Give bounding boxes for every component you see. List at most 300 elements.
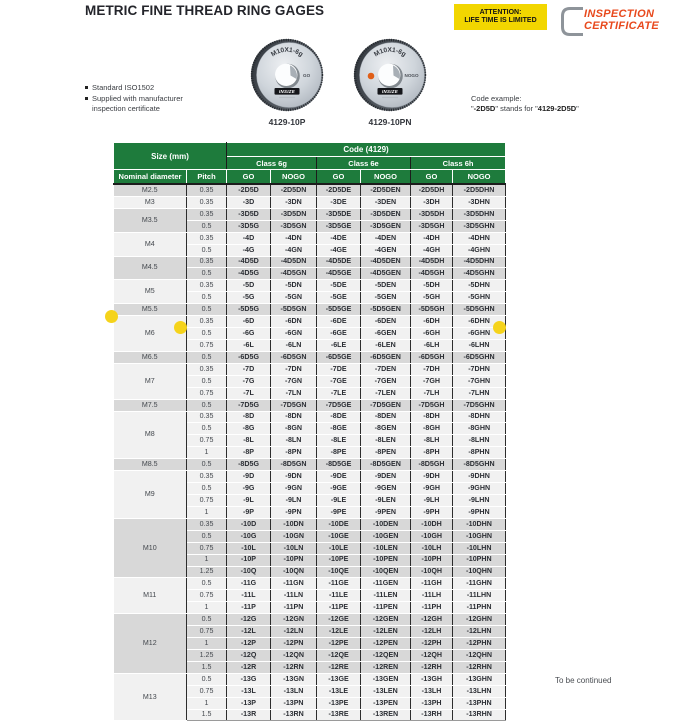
code-cell: -10LN — [271, 542, 317, 554]
code-cell: -7LE — [317, 387, 361, 399]
code-cell: -13LH — [411, 685, 453, 697]
code-cell: -6L — [227, 339, 271, 351]
code-cell: -6DE — [317, 316, 361, 328]
pitch-cell: 0.75 — [187, 590, 227, 602]
code-cell: -8LN — [271, 435, 317, 447]
code-cell: -5DHN — [453, 280, 506, 292]
table-row — [114, 614, 506, 626]
code-cell: -13LN — [271, 685, 317, 697]
pitch-cell: 0.35 — [187, 196, 227, 208]
code-cell: -9DN — [271, 471, 317, 483]
code-cell: -8DEN — [361, 411, 411, 423]
code-cell: -4D5DN — [271, 256, 317, 268]
pitch-cell: 0.5 — [187, 614, 227, 626]
code-cell: -7D5GEN — [361, 399, 411, 411]
code-cell: -11GEN — [361, 578, 411, 590]
code-cell: -6GE — [317, 328, 361, 340]
code-cell: -5D — [227, 280, 271, 292]
pitch-cell: 0.35 — [187, 232, 227, 244]
code-cell: -8D5GH — [411, 459, 453, 471]
code-cell: -2D5DH — [411, 184, 453, 196]
code-cell: -7GH — [411, 375, 453, 387]
pitch-cell: 0.35 — [187, 411, 227, 423]
code-cell: -3D5G — [227, 220, 271, 232]
nominal-diameter-cell: M6 — [114, 316, 187, 352]
code-cell: -2D5DE — [317, 184, 361, 196]
code-cell: -4D — [227, 232, 271, 244]
table-row — [114, 184, 506, 196]
code-cell: -9P — [227, 506, 271, 518]
code-cell: -5GE — [317, 292, 361, 304]
code-cell: -8D5GE — [317, 459, 361, 471]
pitch-cell: 0.35 — [187, 256, 227, 268]
code-cell: -8P — [227, 447, 271, 459]
code-cell: -7DE — [317, 363, 361, 375]
pitch-cell: 1 — [187, 697, 227, 709]
code-cell: -6LH — [411, 339, 453, 351]
code-cell: -11GHN — [453, 578, 506, 590]
code-cell: -9LEN — [361, 494, 411, 506]
attention-badge — [454, 4, 547, 30]
code-cell: -5GN — [271, 292, 317, 304]
code-cell: -4DH — [411, 232, 453, 244]
code-cell: -11PEN — [361, 602, 411, 614]
highlight-dot-pitch-075 — [174, 321, 187, 334]
code-cell: -11LH — [411, 590, 453, 602]
code-cell: -4D5GE — [317, 268, 361, 280]
pitch-cell: 0.75 — [187, 435, 227, 447]
code-cell: -10D — [227, 518, 271, 530]
nominal-diameter-cell: M6.5 — [114, 351, 187, 363]
code-cell: -4GHN — [453, 244, 506, 256]
code-cell: -7LHN — [453, 387, 506, 399]
code-cell: -9DHN — [453, 471, 506, 483]
code-cell: -2D5DN — [271, 184, 317, 196]
page-title: METRIC FINE THREAD RING GAGES — [85, 3, 325, 18]
table-row — [114, 256, 506, 268]
code-cell: -12RHN — [453, 661, 506, 673]
code-cell: -12GN — [271, 614, 317, 626]
code-cell: -8PH — [411, 447, 453, 459]
go-ring-order-code: 4129-10P — [268, 117, 306, 127]
header-nogo-6e: NOGO — [361, 170, 411, 185]
pitch-cell: 0.5 — [187, 304, 227, 316]
code-cell: -8GEN — [361, 423, 411, 435]
code-cell: -12RN — [271, 661, 317, 673]
code-cell: -9G — [227, 483, 271, 495]
table-row — [114, 411, 506, 423]
code-cell: -11GN — [271, 578, 317, 590]
code-cell: -3D5DE — [317, 208, 361, 220]
code-cell: -2D5D — [227, 184, 271, 196]
code-cell: -11GE — [317, 578, 361, 590]
code-cell: -3D5D — [227, 208, 271, 220]
code-cell: -10QN — [271, 566, 317, 578]
code-cell: -8DN — [271, 411, 317, 423]
header-class-6g: Class 6g — [227, 157, 317, 170]
pitch-cell: 1.5 — [187, 709, 227, 721]
table-row — [114, 208, 506, 220]
inspection-certificate-line1: INSPECTION — [584, 8, 655, 20]
code-cell: -12LH — [411, 626, 453, 638]
pitch-cell: 0.5 — [187, 351, 227, 363]
header-nominal-diameter: Nominal diameter — [114, 170, 187, 185]
nominal-diameter-cell: M3 — [114, 196, 187, 208]
pitch-cell: 0.35 — [187, 184, 227, 196]
header-size: Size (mm) — [114, 143, 227, 170]
code-cell: -10QH — [411, 566, 453, 578]
code-cell: -12GH — [411, 614, 453, 626]
table-row — [114, 459, 506, 471]
code-cell: -12P — [227, 638, 271, 650]
code-cell: -7D5GH — [411, 399, 453, 411]
code-cell: -13PN — [271, 697, 317, 709]
code-cell: -6D5GE — [317, 351, 361, 363]
code-cell: -9GEN — [361, 483, 411, 495]
code-cell: -13GE — [317, 673, 361, 685]
code-cell: -3DEN — [361, 196, 411, 208]
code-cell: -12QEN — [361, 649, 411, 661]
code-cell: -7D — [227, 363, 271, 375]
pitch-cell: 0.5 — [187, 292, 227, 304]
code-cell: -10GEN — [361, 530, 411, 542]
code-cell: -13PEN — [361, 697, 411, 709]
code-cell: -5GH — [411, 292, 453, 304]
pitch-cell: 0.5 — [187, 423, 227, 435]
code-cell: -8L — [227, 435, 271, 447]
highlight-dot-row-end — [493, 321, 506, 334]
code-cell: -12LEN — [361, 626, 411, 638]
bullet-icon — [85, 86, 88, 89]
pitch-cell: 0.35 — [187, 280, 227, 292]
code-cell: -6D5GH — [411, 351, 453, 363]
code-cell: -5D5GEN — [361, 304, 411, 316]
code-cell: -6LEN — [361, 339, 411, 351]
code-cell: -10GH — [411, 530, 453, 542]
pitch-cell: 0.5 — [187, 268, 227, 280]
code-cell: -13LEN — [361, 685, 411, 697]
pitch-cell: 0.5 — [187, 483, 227, 495]
code-cell: -8D5GN — [271, 459, 317, 471]
nogo-ring-order-code: 4129-10PN — [368, 117, 412, 127]
code-cell: -4D5DHN — [453, 256, 506, 268]
code-cell: -6LHN — [453, 339, 506, 351]
code-cell: -13L — [227, 685, 271, 697]
bullet-icon — [85, 97, 88, 100]
code-cell: -5DN — [271, 280, 317, 292]
code-cell: -12LHN — [453, 626, 506, 638]
table-row — [114, 196, 506, 208]
code-cell: -3D5DHN — [453, 208, 506, 220]
pitch-cell: 0.5 — [187, 244, 227, 256]
nominal-diameter-cell: M5 — [114, 280, 187, 304]
code-cell: -4G — [227, 244, 271, 256]
nominal-diameter-cell: M13 — [114, 673, 187, 721]
pitch-cell: 1.25 — [187, 649, 227, 661]
code-cell: -7D5GE — [317, 399, 361, 411]
code-cell: -9GN — [271, 483, 317, 495]
code-cell: -8LHN — [453, 435, 506, 447]
code-cell: -7D5GHN — [453, 399, 506, 411]
pitch-cell: 0.5 — [187, 530, 227, 542]
table-row — [114, 363, 506, 375]
code-cell: -11P — [227, 602, 271, 614]
brand-logo: INSIZE — [382, 89, 398, 94]
code-cell: -6D5G — [227, 351, 271, 363]
code-cell: -7GE — [317, 375, 361, 387]
code-example-label: Code example: — [471, 94, 522, 103]
code-cell: -8LE — [317, 435, 361, 447]
nominal-diameter-cell: M7 — [114, 363, 187, 399]
code-cell: -12PHN — [453, 638, 506, 650]
gage-table-body — [114, 184, 506, 721]
code-cell: -12RH — [411, 661, 453, 673]
nominal-diameter-cell: M11 — [114, 578, 187, 614]
pitch-cell: 0.5 — [187, 375, 227, 387]
certificate-bracket-icon — [559, 6, 585, 42]
code-cell: -11GH — [411, 578, 453, 590]
code-cell: -7D5G — [227, 399, 271, 411]
code-cell: -4D5G — [227, 268, 271, 280]
code-cell: -7LN — [271, 387, 317, 399]
header-code: Code (4129) — [227, 143, 506, 157]
code-cell: -5GEN — [361, 292, 411, 304]
header-class-6h: Class 6h — [411, 157, 506, 170]
code-cell: -3DN — [271, 196, 317, 208]
code-cell: -10QE — [317, 566, 361, 578]
code-cell: -10GN — [271, 530, 317, 542]
code-cell: -10PH — [411, 554, 453, 566]
to-be-continued-note: To be continued — [555, 676, 612, 685]
code-cell: -4D5GH — [411, 268, 453, 280]
code-cell: -11LEN — [361, 590, 411, 602]
code-cell: -5D5GH — [411, 304, 453, 316]
code-cell: -7GEN — [361, 375, 411, 387]
pitch-cell: 0.75 — [187, 626, 227, 638]
table-row — [114, 280, 506, 292]
code-cell: -12RE — [317, 661, 361, 673]
code-cell: -10DEN — [361, 518, 411, 530]
code-cell: -12GE — [317, 614, 361, 626]
code-cell: -12PEN — [361, 638, 411, 650]
code-cell: -8GHN — [453, 423, 506, 435]
ring-marking: M10X1-6g — [269, 46, 305, 59]
code-cell: -8PEN — [361, 447, 411, 459]
code-cell: -10LH — [411, 542, 453, 554]
nogo-marker-dot — [368, 73, 375, 80]
code-cell: -9LN — [271, 494, 317, 506]
code-cell: -9D — [227, 471, 271, 483]
code-cell: -9GHN — [453, 483, 506, 495]
code-cell: -5D5GN — [271, 304, 317, 316]
code-cell: -7G — [227, 375, 271, 387]
code-cell: -8LEN — [361, 435, 411, 447]
pitch-cell: 1.5 — [187, 661, 227, 673]
pitch-cell: 1 — [187, 602, 227, 614]
code-cell: -12REN — [361, 661, 411, 673]
code-cell: -12R — [227, 661, 271, 673]
pitch-cell: 0.75 — [187, 494, 227, 506]
code-cell: -6D5GEN — [361, 351, 411, 363]
code-cell: -4D5GHN — [453, 268, 506, 280]
code-cell: -9GE — [317, 483, 361, 495]
code-cell: -9DE — [317, 471, 361, 483]
code-cell: -4D5DEN — [361, 256, 411, 268]
code-cell: -4D5GEN — [361, 268, 411, 280]
pitch-cell: 0.35 — [187, 208, 227, 220]
code-cell: -4DE — [317, 232, 361, 244]
nogo-label: NOGO — [404, 73, 419, 78]
code-cell: -11PH — [411, 602, 453, 614]
code-cell: -3D5DH — [411, 208, 453, 220]
code-cell: -13GH — [411, 673, 453, 685]
code-cell: -9PEN — [361, 506, 411, 518]
pitch-cell: 1 — [187, 506, 227, 518]
header-go-6h: GO — [411, 170, 453, 185]
code-cell: -8DE — [317, 411, 361, 423]
code-cell: -13G — [227, 673, 271, 685]
code-cell: -6D5GN — [271, 351, 317, 363]
code-cell: -10Q — [227, 566, 271, 578]
code-cell: -12QE — [317, 649, 361, 661]
pitch-cell: 0.5 — [187, 459, 227, 471]
code-cell: -8D5G — [227, 459, 271, 471]
highlight-dot-m6 — [105, 310, 118, 323]
nominal-diameter-cell: M4 — [114, 232, 187, 256]
code-cell: -8PN — [271, 447, 317, 459]
code-cell: -7DH — [411, 363, 453, 375]
pitch-cell: 1 — [187, 447, 227, 459]
code-cell: -7GHN — [453, 375, 506, 387]
table-row — [114, 316, 506, 328]
code-cell: -3D5GEN — [361, 220, 411, 232]
code-cell: -10QEN — [361, 566, 411, 578]
nominal-diameter-cell: M8 — [114, 411, 187, 459]
code-cell: -10LEN — [361, 542, 411, 554]
header-class-6e: Class 6e — [317, 157, 411, 170]
code-cell: -7L — [227, 387, 271, 399]
code-cell: -12PE — [317, 638, 361, 650]
code-cell: -12LE — [317, 626, 361, 638]
code-cell: -5DEN — [361, 280, 411, 292]
code-cell: -5D5GHN — [453, 304, 506, 316]
code-cell: -11G — [227, 578, 271, 590]
code-cell: -9GH — [411, 483, 453, 495]
pitch-cell: 0.35 — [187, 471, 227, 483]
code-cell: -10PEN — [361, 554, 411, 566]
pitch-cell: 0.35 — [187, 363, 227, 375]
code-cell: -10LE — [317, 542, 361, 554]
code-cell: -6DEN — [361, 316, 411, 328]
code-cell: -7LEN — [361, 387, 411, 399]
code-cell: -12QHN — [453, 649, 506, 661]
code-cell: -12GHN — [453, 614, 506, 626]
code-cell: -10DE — [317, 518, 361, 530]
feature-item: Standard ISO1502 — [85, 83, 210, 93]
ring-marking: M10X1-6g — [372, 46, 408, 59]
code-cell: -6GHN — [453, 328, 506, 340]
code-cell: -3D5DN — [271, 208, 317, 220]
code-cell: -3D5DEN — [361, 208, 411, 220]
pitch-cell: 1.25 — [187, 566, 227, 578]
pitch-cell: 0.75 — [187, 685, 227, 697]
code-cell: -4D5D — [227, 256, 271, 268]
code-cell: -4GH — [411, 244, 453, 256]
table-row — [114, 673, 506, 685]
code-cell: -3D5GHN — [453, 220, 506, 232]
code-cell: -13PHN — [453, 697, 506, 709]
nominal-diameter-cell: M12 — [114, 614, 187, 674]
code-cell: -6D5GHN — [453, 351, 506, 363]
code-cell: -9LE — [317, 494, 361, 506]
code-cell: -13P — [227, 697, 271, 709]
table-row — [114, 304, 506, 316]
code-cell: -6LN — [271, 339, 317, 351]
code-cell: -11PHN — [453, 602, 506, 614]
nominal-diameter-cell: M8.5 — [114, 459, 187, 471]
code-cell: -13RE — [317, 709, 361, 721]
code-cell: -9LHN — [453, 494, 506, 506]
nominal-diameter-cell: M3.5 — [114, 208, 187, 232]
code-cell: -13RN — [271, 709, 317, 721]
code-cell: -9PE — [317, 506, 361, 518]
table-row — [114, 518, 506, 530]
code-cell: -11PE — [317, 602, 361, 614]
code-cell: -8D5GHN — [453, 459, 506, 471]
code-cell: -3DE — [317, 196, 361, 208]
table-row — [114, 399, 506, 411]
pitch-cell: 0.75 — [187, 542, 227, 554]
nogo-ring-gage-image — [350, 35, 430, 120]
header-nogo-6g: NOGO — [271, 170, 317, 185]
feature-item: Supplied with manufacturer inspection certificate — [85, 94, 210, 114]
code-cell: -8PE — [317, 447, 361, 459]
code-cell: -8DH — [411, 411, 453, 423]
attention-badge-line1: ATTENTION: — [479, 8, 522, 16]
nominal-diameter-cell: M9 — [114, 471, 187, 519]
code-example — [471, 94, 579, 114]
code-cell: -4GE — [317, 244, 361, 256]
pitch-cell: 0.35 — [187, 518, 227, 530]
pitch-cell: 0.75 — [187, 339, 227, 351]
pitch-cell: 0.5 — [187, 220, 227, 232]
code-cell: -13RH — [411, 709, 453, 721]
nominal-diameter-cell: M10 — [114, 518, 187, 578]
code-cell: -3D5GH — [411, 220, 453, 232]
inspection-certificate-line2: CERTIFICATE — [584, 19, 660, 32]
code-cell: -3DHN — [453, 196, 506, 208]
code-cell: -6D — [227, 316, 271, 328]
code-cell: -12LN — [271, 626, 317, 638]
code-cell: -11PN — [271, 602, 317, 614]
code-cell: -13PE — [317, 697, 361, 709]
nominal-diameter-cell: M2.5 — [114, 184, 187, 196]
code-cell: -9PHN — [453, 506, 506, 518]
code-cell: -13LE — [317, 685, 361, 697]
code-cell: -11L — [227, 590, 271, 602]
code-cell: -4GN — [271, 244, 317, 256]
code-cell: -8GH — [411, 423, 453, 435]
code-cell: -7D5GN — [271, 399, 317, 411]
code-cell: -9DEN — [361, 471, 411, 483]
code-cell: -4GEN — [361, 244, 411, 256]
go-label: GO — [303, 73, 311, 78]
code-cell: -13GN — [271, 673, 317, 685]
header-go-6g: GO — [227, 170, 271, 185]
pitch-cell: 0.5 — [187, 673, 227, 685]
code-cell: -5GHN — [453, 292, 506, 304]
table-row — [114, 351, 506, 363]
